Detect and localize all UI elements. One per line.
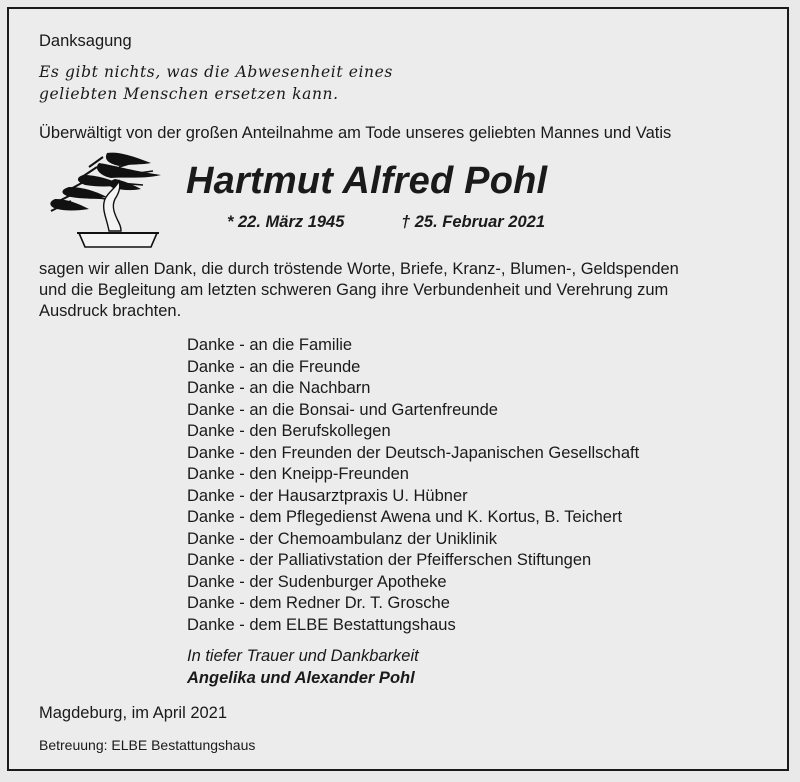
- death-date: † 25. Februar 2021: [401, 213, 546, 231]
- list-item: Danke - dem ELBE Bestattungshaus: [187, 615, 456, 634]
- paragraph-line: Ausdruck brachten.: [39, 302, 182, 320]
- list-item: Danke - der Palliativstation der Pfeifferschen Stiftungen: [187, 551, 592, 569]
- thanks-paragraph: [39, 259, 763, 322]
- quote-line-2: geliebten Menschen ersetzen kann.: [39, 85, 339, 103]
- list-item: Danke - den Kneipp-Freunden: [187, 465, 409, 483]
- signatories: Angelika und Alexander Pohl: [187, 669, 415, 687]
- list-item: Danke - dem Pflegedienst Awena und K. Kortus, B. Teichert: [187, 508, 623, 526]
- list-item: Danke - an die Nachbarn: [187, 379, 371, 397]
- list-item: Danke - an die Bonsai- und Gartenfreunde: [187, 400, 498, 419]
- list-item: Danke - den Freunden der Deutsch-Japanischen Gesellschaft: [187, 443, 640, 462]
- thanks-list: [187, 335, 639, 636]
- bonsai-tree-icon: [49, 149, 167, 253]
- deceased-name: Hartmut Alfred Pohl: [186, 160, 548, 202]
- obituary-notice: [7, 7, 789, 771]
- list-item: Danke - dem Redner Dr. T. Grosche: [187, 594, 450, 612]
- closing-line: In tiefer Trauer und Dankbarkeit: [187, 647, 419, 665]
- paragraph-line: und die Begleitung am letzten schweren Gang ihre Verbundenheit und Verehrung zum: [39, 281, 669, 299]
- list-item: Danke - der Hausarztpraxis U. Hübner: [187, 486, 468, 505]
- list-item: Danke - den Berufskollegen: [187, 422, 391, 440]
- paragraph-line: sagen wir allen Dank, die durch tröstende Worte, Briefe, Kranz-, Blumen-, Geldspenden: [39, 260, 679, 278]
- intro-text: Überwältigt von der großen Anteilnahme am Tode unseres geliebten Mannes und Vatis: [39, 124, 672, 142]
- place-date: Magdeburg, im April 2021: [39, 704, 228, 722]
- list-item: Danke - an die Familie: [187, 336, 353, 354]
- list-item: Danke - der Chemoambulanz der Uniklinik: [187, 529, 497, 548]
- list-item: Danke - an die Freunde: [187, 357, 361, 376]
- birth-date: * 22. März 1945: [227, 213, 345, 231]
- care-note: Betreuung: ELBE Bestattungshaus: [39, 737, 256, 753]
- list-item: Danke - der Sudenburger Apotheke: [187, 572, 447, 591]
- quote-line-1: Es gibt nichts, was die Abwesenheit eines: [39, 63, 393, 81]
- notice-heading: Danksagung: [39, 32, 132, 50]
